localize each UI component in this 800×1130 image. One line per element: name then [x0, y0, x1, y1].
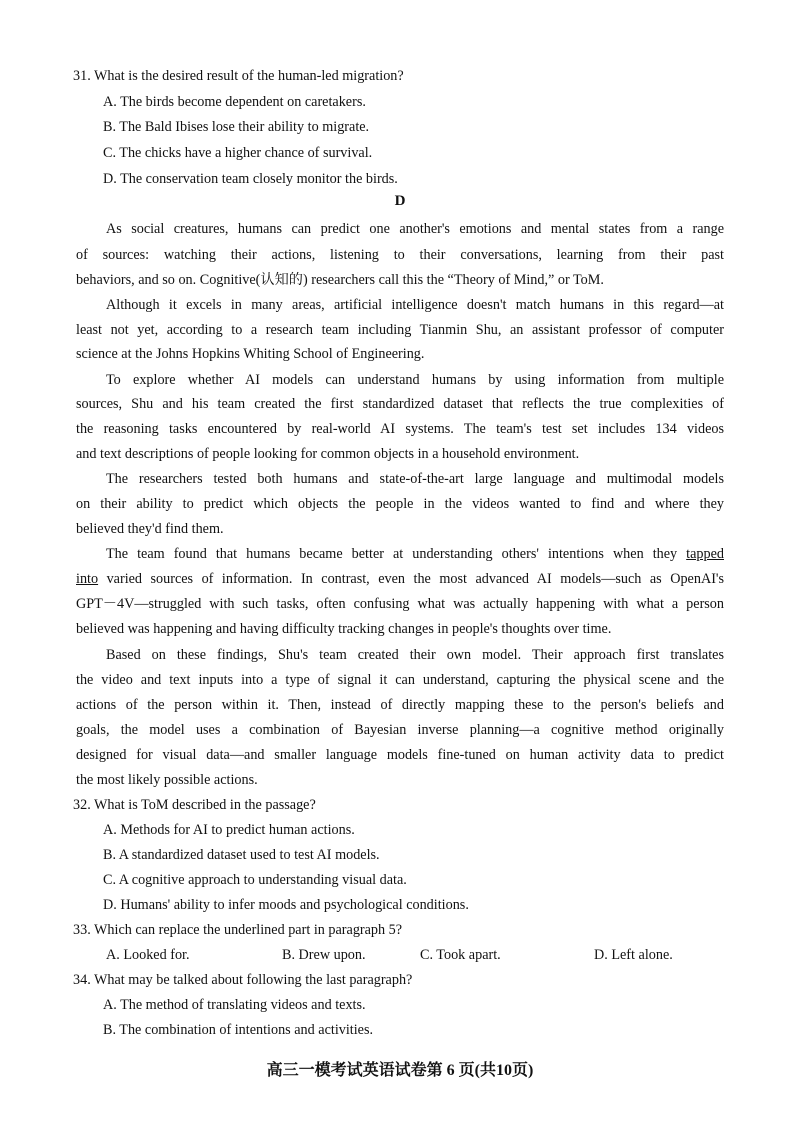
section-heading: D: [394, 193, 406, 209]
question-34-option-a: A. The method of translating videos and texts.: [103, 997, 366, 1013]
passage-text: The team found that humans became better at understanding others' intentions when they: [106, 546, 687, 562]
question-31-option-a: A. The birds become dependent on caretakers.: [103, 94, 366, 110]
page-footer: 高三一模考试英语试卷第 6 页(共10页): [266, 1062, 534, 1079]
passage-line: actions of the person within it. Then, instead of directly mapping these to the person's beliefs and: [76, 697, 724, 713]
passage-line: goals, the model uses a combination of Bayesian inverse planning—a cognitive method originally: [76, 722, 724, 738]
passage-line: [106, 544, 724, 564]
question-32-option-d: D. Humans' ability to infer moods and psychological conditions.: [103, 897, 469, 913]
passage-line: believed they'd find them.: [76, 521, 224, 537]
question-31-option-d: D. The conservation team closely monitor the birds.: [103, 171, 398, 187]
passage-line: least not yet, according to a research team including Tianmin Shu, an assistant professor of computer: [76, 322, 724, 338]
question-32-option-b: B. A standardized dataset used to test AI models.: [103, 847, 380, 863]
passage-line: the most likely possible actions.: [76, 772, 258, 788]
passage-line: Although it excels in many areas, artificial intelligence doesn't match humans in this regard—at: [106, 297, 724, 313]
question-32-option-c: C. A cognitive approach to understanding visual data.: [103, 872, 407, 888]
question-34-option-b: B. The combination of intentions and activities.: [103, 1022, 374, 1038]
passage-line: behaviors, and so on. Cognitive(认知的) researchers call this the “Theory of Mind,” or ToM.: [76, 272, 604, 288]
passage-line: of sources: watching their actions, listening to their conversations, learning from their past: [76, 247, 724, 263]
passage-line: sources, Shu and his team created the first standardized dataset that reflects the true complexities of: [76, 396, 724, 412]
question-31-stem: 31. What is the desired result of the human-led migration?: [73, 68, 404, 84]
passage-line: the video and text inputs into a type of signal it can understand, capturing the physical scene and the: [76, 672, 724, 688]
passage-line: on their ability to predict which objects the people in the videos wanted to find and where they: [76, 496, 724, 512]
question-32-option-a: A. Methods for AI to predict human actions.: [103, 822, 355, 838]
passage-line: The researchers tested both humans and state-of-the-art large language and multimodal models: [106, 471, 724, 487]
passage-line: the reasoning tasks encountered by real-world AI systems. The team's test set includes 134 videos: [76, 421, 724, 437]
passage-line: believed was happening and having difficulty tracking changes in people's thoughts over time.: [76, 621, 612, 637]
passage-line: and text descriptions of people looking for common objects in a household environment.: [76, 446, 580, 462]
question-33-option-b: B. Drew upon.: [282, 947, 366, 963]
question-33-option-a: A. Looked for.: [106, 947, 190, 963]
underlined-phrase: tapped: [686, 546, 724, 562]
passage-line: To explore whether AI models can understand humans by using information from multiple: [106, 372, 724, 388]
passage-line: Based on these findings, Shu's team created their own model. Their approach first translates: [106, 647, 724, 663]
question-33-stem: 33. Which can replace the underlined part in paragraph 5?: [73, 922, 403, 938]
passage-line: As social creatures, humans can predict one another's emotions and mental states from a range: [106, 221, 724, 237]
question-33-option-c: C. Took apart.: [420, 947, 501, 963]
passage-line: GPT－4V—struggled with such tasks, often confusing what was actually happening with what a person: [76, 596, 724, 612]
passage-text: varied sources of information. In contrast, even the most advanced AI models—such as OpenAI's: [98, 571, 724, 587]
underlined-phrase: into: [76, 571, 99, 587]
passage-line: science at the Johns Hopkins Whiting School of Engineering.: [76, 346, 425, 362]
question-33-options: [106, 945, 706, 965]
question-31-option-c: C. The chicks have a higher chance of survival.: [103, 145, 373, 161]
question-32-stem: 32. What is ToM described in the passage?: [73, 797, 316, 813]
passage-line: designed for visual data—and smaller language models fine-tuned on human activity data to predict: [76, 747, 724, 763]
passage-line: [76, 569, 724, 589]
question-31-option-b: B. The Bald Ibises lose their ability to migrate.: [103, 119, 370, 135]
question-33-option-d: D. Left alone.: [594, 947, 673, 963]
question-34-stem: 34. What may be talked about following the last paragraph?: [73, 972, 413, 988]
